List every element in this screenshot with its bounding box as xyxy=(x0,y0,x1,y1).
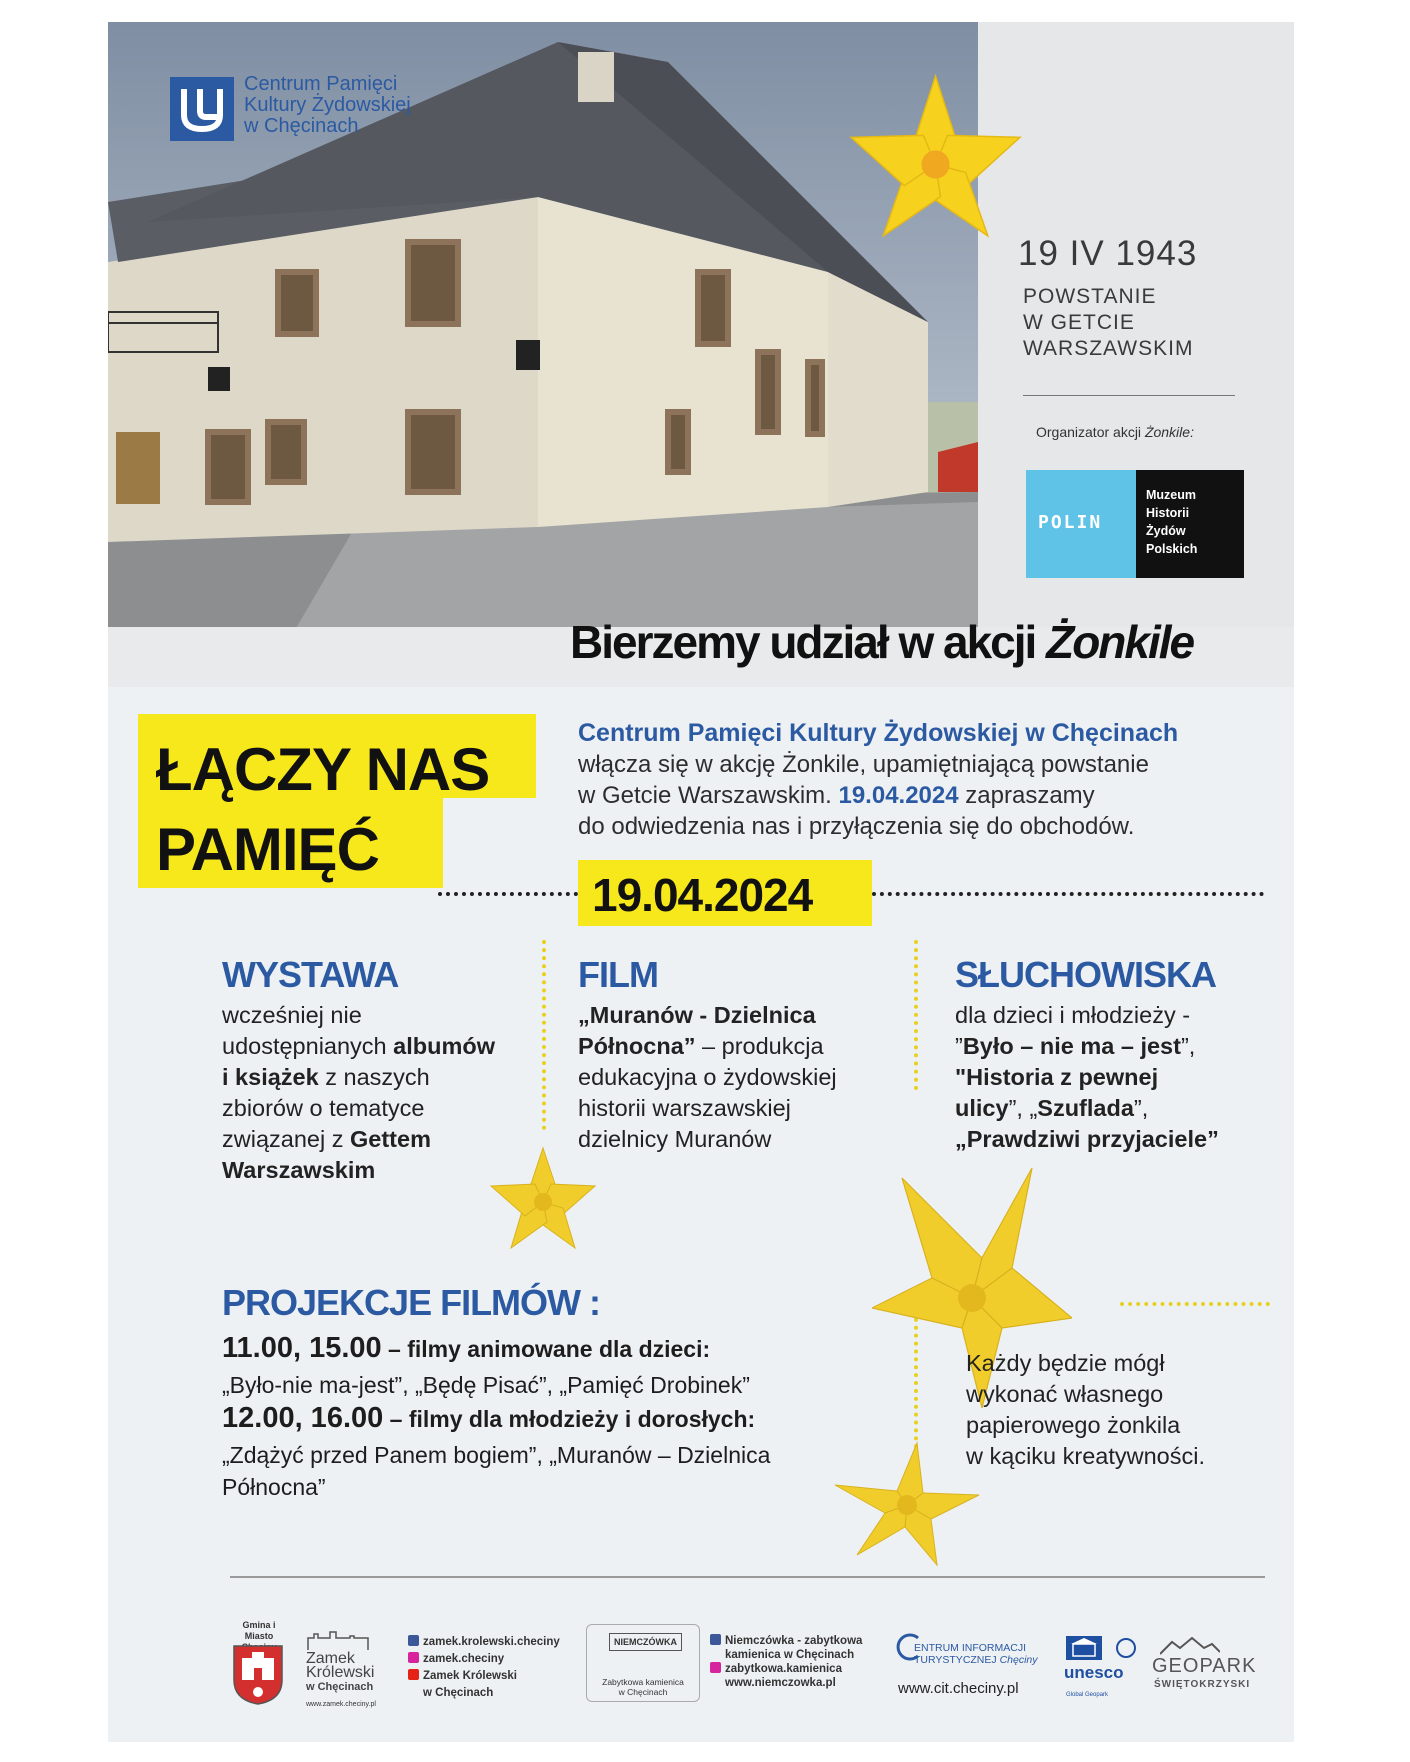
film-line-4: historii warszawskiej xyxy=(578,1095,791,1121)
zamek-logo-icon xyxy=(306,1630,376,1652)
unesco-label: unesco xyxy=(1064,1663,1124,1682)
slogan-line-2: PAMIĘĆ xyxy=(156,816,379,883)
film-line-5: dzielnicy Muranów xyxy=(578,1126,772,1152)
sluchowiska-text xyxy=(955,1000,1219,1155)
intro-line-3: do odwiedzenia nas i przyłączenia się do obchodów. xyxy=(578,813,1135,840)
niemczowka-caption-2: w Chęcinach xyxy=(618,1687,668,1697)
niem-fb-text: Niemczówka - zabytkowa xyxy=(725,1635,863,1647)
wystawa-line-5a: związanej z xyxy=(222,1126,350,1152)
gmina-line-1: Gmina i Miasto xyxy=(242,1620,276,1641)
projections-heading: PROJEKCJE FILMÓW : xyxy=(222,1282,601,1323)
film-line-1b: „Muranów - Dzielnica xyxy=(578,1002,816,1028)
sluchowiska-line-5 xyxy=(955,1124,1219,1155)
intro-date: 19.04.2024 xyxy=(838,782,959,809)
wystawa-line-2 xyxy=(222,1031,495,1062)
event-date-badge xyxy=(578,860,872,926)
polin-line-1: Muzeum xyxy=(1146,488,1196,502)
zamek-name xyxy=(306,1652,374,1694)
uprising-line-3: WARSZAWSKIM xyxy=(1023,337,1194,360)
slot-2-header xyxy=(222,1402,882,1439)
sluchowiska-line-2 xyxy=(955,1031,1219,1062)
zamek-social xyxy=(408,1634,560,1702)
paper-daffodil-small-icon xyxy=(488,1146,598,1258)
projection-slot-1 xyxy=(222,1332,882,1401)
niemczowka-logo xyxy=(586,1624,700,1702)
dotted-divider-2 xyxy=(914,940,918,1090)
sluchowiska-line-4c: Szuflada xyxy=(1037,1095,1134,1121)
projection-slot-2 xyxy=(222,1402,882,1503)
intro-line-2b: zapraszamy xyxy=(958,782,1095,809)
cit-name xyxy=(914,1642,1038,1666)
sluchowiska-line-2a: ” xyxy=(955,1033,963,1059)
niemczowka-caption xyxy=(587,1677,699,1697)
intro-organization: Centrum Pamięci Kultury Żydowskiej w Chęcinach xyxy=(578,719,1179,747)
wystawa-line-2a: udostępnianych xyxy=(222,1033,394,1059)
zamek-ig[interactable] xyxy=(408,1651,560,1668)
wystawa-line-4: zbiorów o tematyce xyxy=(222,1095,425,1121)
film-line-2a: Północna” xyxy=(578,1033,696,1059)
sluchowiska-line-5b: „Prawdziwi przyjaciele” xyxy=(955,1126,1219,1152)
film-line-1 xyxy=(578,1000,837,1031)
niem-fb[interactable] xyxy=(710,1634,862,1648)
dotted-line-right xyxy=(872,892,1264,896)
organizer-label xyxy=(1036,424,1194,440)
cit-line-3: Chęciny xyxy=(999,1654,1038,1666)
cit-line-2: TURYSTYCZNEJ xyxy=(914,1654,997,1666)
niem-ig[interactable] xyxy=(710,1662,862,1676)
sluchowiska-line-4 xyxy=(955,1093,1219,1124)
workshop-line-3: papierowego żonkila xyxy=(966,1412,1181,1438)
wystawa-line-3a: i książek xyxy=(222,1064,319,1090)
intro-line-2 xyxy=(578,780,1268,811)
niemczowka-badge: NIEMCZÓWKA xyxy=(609,1633,682,1651)
slot-1-time: 11.00, 15.00 xyxy=(222,1332,382,1364)
unesco-sub: Global Geopark xyxy=(1066,1692,1109,1698)
workshop-line-4: w kąciku kreatywności. xyxy=(966,1443,1205,1469)
uprising-line-1: POWSTANIE xyxy=(1023,285,1157,308)
intro-text xyxy=(578,718,1268,842)
sluchowiska-line-4d: ”, xyxy=(1133,1095,1149,1121)
intro-line-1: włącza się w akcję Żonkile, upamiętniającą powstanie xyxy=(578,751,1149,778)
youtube-icon xyxy=(408,1669,419,1680)
polin-word: POLIN xyxy=(1038,512,1103,533)
divider xyxy=(1023,395,1235,396)
film-line-2 xyxy=(578,1031,837,1062)
geopark-mountains-icon xyxy=(1160,1636,1220,1656)
center-logo-text xyxy=(244,74,411,137)
workshop-line-1: Każdy będzie mógł xyxy=(966,1350,1165,1376)
slot-1-header xyxy=(222,1332,882,1369)
main-title xyxy=(570,615,1193,669)
zamek-ig-text: zamek.checiny xyxy=(423,1653,505,1665)
zamek-yt-text: Zamek Królewski xyxy=(423,1670,517,1682)
niem-www[interactable]: www.niemczowka.pl xyxy=(725,1677,836,1689)
wystawa-line-3b: z naszych xyxy=(318,1064,430,1090)
sluchowiska-line-4b: ”, „ xyxy=(1008,1095,1038,1121)
slot-1-category: – filmy animowane dla dzieci: xyxy=(381,1336,711,1362)
intro-line-2a: w Getcie Warszawskim. xyxy=(578,782,839,809)
facebook-icon xyxy=(710,1634,721,1645)
title-action: Żonkile xyxy=(1046,616,1194,668)
sluchowiska-heading: SŁUCHOWISKA xyxy=(955,954,1216,995)
zamek-line-2: Królewski xyxy=(306,1664,375,1681)
cit-url[interactable]: www.cit.checiny.pl xyxy=(898,1680,1019,1697)
sluchowiska-line-4a: ulicy xyxy=(955,1095,1009,1121)
wystawa-line-6 xyxy=(222,1155,495,1186)
niemczowka-social xyxy=(710,1634,862,1690)
instagram-icon xyxy=(710,1662,721,1673)
organizer-action: Żonkile: xyxy=(1144,424,1194,440)
daffodil-icon xyxy=(843,72,1028,257)
workshop-text xyxy=(966,1348,1256,1472)
workshop-line-2: wykonać własnego xyxy=(966,1381,1164,1407)
dotted-line-workshop xyxy=(1120,1302,1270,1306)
wystawa-line-6b: Warszawskim xyxy=(222,1157,376,1183)
zamek-line-1: Zamek xyxy=(306,1650,355,1667)
organizer-text: Organizator akcji xyxy=(1036,424,1145,440)
uprising-line-2: W GETCIE xyxy=(1023,311,1135,334)
wystawa-heading: WYSTAWA xyxy=(222,954,399,995)
niemczowka-caption-1: Zabytkowa kamienica xyxy=(602,1677,684,1687)
wystawa-line-5b: Gettem xyxy=(350,1126,431,1152)
slogan-box xyxy=(138,714,536,888)
facebook-icon xyxy=(408,1635,419,1646)
sluchowiska-line-2c: ”, xyxy=(1180,1033,1196,1059)
polin-right-block xyxy=(1136,470,1244,578)
footer-divider xyxy=(230,1576,1265,1578)
sluchowiska-line-2b: Było – nie ma – jest xyxy=(962,1033,1181,1059)
checiny-coat-of-arms-icon xyxy=(232,1644,284,1706)
polin-line-2: Historii xyxy=(1146,506,1190,520)
slogan-line-1: ŁĄCZY NAS xyxy=(156,736,490,803)
sluchowiska-line-3 xyxy=(955,1062,1219,1093)
slot-1-titles: „Było-nie ma-jest”, „Będę Pisać”, „Pamięć Drobinek” xyxy=(222,1372,750,1398)
wystawa-line-1: wcześniej nie xyxy=(222,1002,362,1028)
slot-2-titles-2: Północna” xyxy=(222,1474,326,1500)
uprising-caption xyxy=(1023,284,1193,362)
geopark-sub: ŚWIĘTOKRZYSKI xyxy=(1154,1679,1251,1690)
slogan-text xyxy=(156,730,489,890)
geopark-label: GEOPARK xyxy=(1152,1655,1257,1677)
center-logo-icon xyxy=(170,77,234,141)
wystawa-line-5 xyxy=(222,1124,495,1155)
dotted-divider-1 xyxy=(542,940,546,1130)
zamek-yt[interactable] xyxy=(408,1668,560,1685)
zamek-yt-text-2: w Chęcinach xyxy=(423,1687,494,1699)
unesco-emblem-icon xyxy=(1066,1636,1144,1660)
uprising-date: 19 IV 1943 xyxy=(1018,234,1198,273)
event-date: 19.04.2024 xyxy=(592,869,813,921)
title-prefix: Bierzemy udział w akcji xyxy=(570,616,1047,668)
zamek-line-3: w Chęcinach xyxy=(306,1681,374,1693)
niem-ig-text: zabytkowa.kamienica xyxy=(725,1663,842,1675)
zamek-fb-text: zamek.krolewski.checiny xyxy=(423,1636,560,1648)
zamek-url: www.zamek.checiny.pl xyxy=(306,1701,376,1708)
film-line-2b: – produkcja xyxy=(695,1033,824,1059)
instagram-icon xyxy=(408,1652,419,1663)
dotted-line-left xyxy=(438,892,578,896)
sluchowiska-line-1: dla dzieci i młodzieży - xyxy=(955,1002,1191,1028)
slot-2-category: – filmy dla młodzieży i dorosłych: xyxy=(383,1406,756,1432)
logo-line-3: w Chęcinach xyxy=(244,115,359,137)
logo-line-2: Kultury Żydowskiej xyxy=(244,94,411,116)
wystawa-line-3 xyxy=(222,1062,495,1093)
polin-line-3: Żydów xyxy=(1146,524,1186,538)
logo-line-1: Centrum Pamięci xyxy=(244,73,398,95)
polin-line-4: Polskich xyxy=(1146,542,1198,556)
film-text xyxy=(578,1000,837,1155)
footer-logos xyxy=(0,1590,1410,1720)
wystawa-text xyxy=(222,1000,495,1186)
film-line-3: edukacyjna o żydowskiej xyxy=(578,1064,837,1090)
niem-fb-text-2: kamienica w Chęcinach xyxy=(725,1649,855,1661)
cit-line-1: ENTRUM INFORMACJI xyxy=(914,1642,1026,1654)
slot-2-time: 12.00, 16.00 xyxy=(222,1402,384,1434)
polin-logo xyxy=(1026,470,1244,578)
polin-left-block xyxy=(1026,470,1136,578)
slot-2-titles-1: „Zdążyć przed Panem bogiem”, „Muranów – Dzielnica xyxy=(222,1442,771,1468)
sluchowiska-line-3b: "Historia z pewnej xyxy=(955,1064,1159,1090)
film-heading: FILM xyxy=(578,954,658,995)
polin-museum-name xyxy=(1146,486,1197,558)
wystawa-line-2b: albumów xyxy=(393,1033,495,1059)
zamek-fb[interactable] xyxy=(408,1634,560,1651)
